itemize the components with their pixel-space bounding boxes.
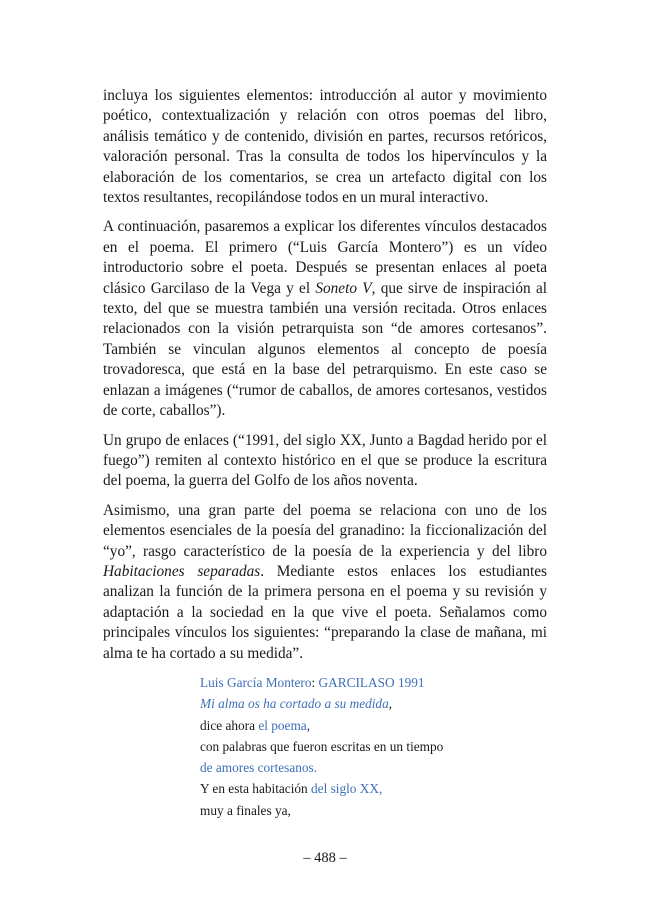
- body-text: [103, 86, 547, 673]
- paragraph: [103, 86, 547, 208]
- paragraph-text: Un grupo de enlaces (“1991, del siglo XX, Junto a Bagdad herido por el fuego”) remiten al contexto histórico en el que se produce la escritura del poema, la guerra del Golfo de los años noventa.: [103, 431, 547, 490]
- poem-text: Y en esta habitación: [200, 781, 312, 797]
- poem-text: :: [311, 675, 319, 690]
- paragraph-text: Asimismo, una gran parte del poema se relaciona con uno de los elementos esenciales de la poesía del granadino: la ficcionalización del “yo”, rasgo característico de la poesía de la experiencia y del libro: [103, 501, 547, 560]
- paragraph-text: incluya los siguientes elementos: introducción al autor y movimiento poético, contextualización y relación con otros poemas del libro, análisis temático y de contenido, división en partes, recursos retóricos, valoración personal. Tras la consulta de todos los hipervínculos y la elaboración de los comentarios, se crea un artefacto digital con los textos resultantes, recopilándose todos en un mural interactivo.: [103, 87, 547, 207]
- paragraph-text: , que sirve de inspiración al texto, del que se muestra también una versión recitada. Otros enlaces relacionados con la visión petrarquista son “de amores cortesanos”. También se vinculan algunos elementos al concepto de poesía trovadoresca, que está en la base del petrarquismo. En este caso se enlazan a imágenes (“rumor de caballos, de amores cortesanos, vestidos de corte, caballos”).: [103, 279, 547, 420]
- poem-line: [200, 757, 530, 778]
- poem-hyperlink[interactable]: Luis García Montero: [200, 675, 312, 690]
- italic-title: Habitaciones separadas: [103, 562, 261, 580]
- paragraph-text: . Mediante estos enlaces los estudiantes analizan la función de la primera persona en el poema y su revisión y adaptación a la sociedad en la que vive el poeta. Señalamos como principales vínculos los siguientes: “preparando la clase de mañana, mi alma te ha cortado a su medida”.: [103, 562, 547, 662]
- italic-title: Soneto V: [315, 279, 372, 297]
- poem-line: [200, 778, 530, 799]
- poem-hyperlink[interactable]: del siglo XX,: [311, 781, 383, 797]
- page-number: – 488 –: [303, 850, 347, 866]
- poem-hyperlink[interactable]: de amores cortesanos.: [200, 760, 318, 776]
- poem-line: [200, 672, 530, 693]
- paragraph-text: A continuación, pasaremos a explicar los diferentes vínculos destacados en el poema. El primero (“Luis García Montero”) es un vídeo introductorio sobre el poeta. Después se presentan enlaces al poeta clásico Garcilaso de la Vega y el: [103, 218, 547, 297]
- poem-text: ,: [388, 696, 393, 712]
- poem-text: dice ahora: [200, 717, 259, 733]
- paragraph: [103, 501, 547, 664]
- poem-text: ,: [306, 717, 311, 733]
- poem-line: [200, 800, 530, 821]
- poem-text: con palabras que fueron escritas en un tiempo: [200, 738, 444, 754]
- poem-hyperlink[interactable]: GARCILASO 1991: [318, 675, 425, 690]
- poem-text: muy a finales ya,: [200, 802, 291, 818]
- paragraph: [103, 431, 547, 492]
- poem-line: [200, 693, 530, 714]
- paragraph: [103, 217, 547, 421]
- poem-hyperlink[interactable]: el poema: [258, 717, 307, 733]
- poem-line: [200, 715, 530, 736]
- poem-line: [200, 736, 530, 757]
- poem-excerpt: [200, 672, 530, 821]
- poem-hyperlink[interactable]: Mi alma os ha cortado a su medida: [200, 696, 389, 712]
